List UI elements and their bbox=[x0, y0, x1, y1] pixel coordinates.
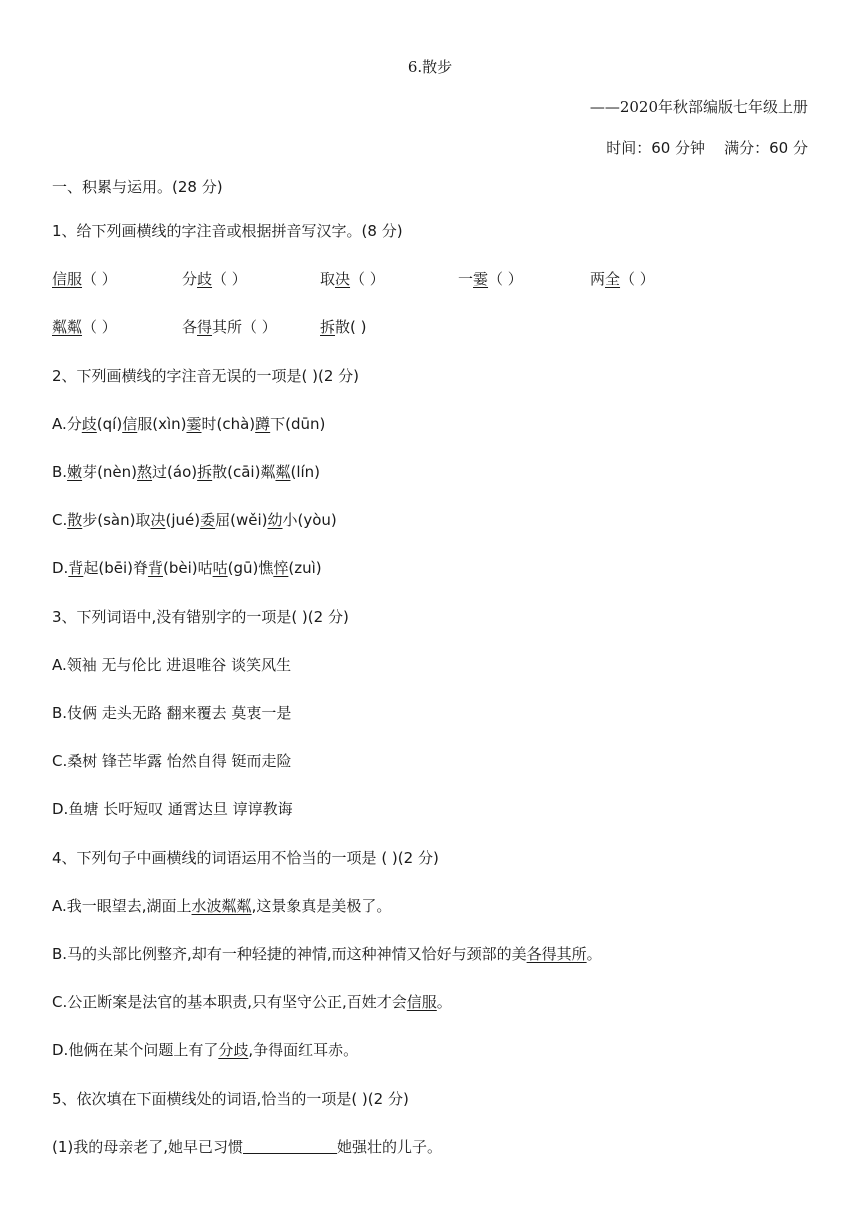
answer-paren: （ ） bbox=[82, 270, 117, 288]
q4-stem: 4、下列句子中画横线的词语运用不恰当的一项是 ( )(2 分) bbox=[52, 849, 439, 867]
q3-option-a: A.领袖 无与伦比 进退唯谷 谈笑风生 bbox=[52, 656, 292, 674]
underlined-text: 歧 bbox=[81, 415, 97, 433]
option-text: (qí) bbox=[96, 415, 123, 433]
q3-option-b: B.伎俩 走头无路 翻来覆去 莫衷一是 bbox=[52, 704, 292, 722]
answer-paren: （ ） bbox=[212, 270, 247, 288]
option-text: 过(áo) bbox=[152, 463, 198, 481]
q5-sentence-1-start: (1)我的母亲老了,她早已习惯 bbox=[52, 1138, 244, 1156]
underlined-text: 背 bbox=[147, 559, 163, 577]
underlined-char: 全 bbox=[605, 270, 621, 288]
option-text: 服(xìn) bbox=[137, 415, 187, 433]
q1-item bbox=[320, 317, 367, 337]
answer-paren: （ ） bbox=[82, 318, 117, 336]
option-text: 屈(wěi) bbox=[215, 511, 268, 529]
option-text: 芽(nèn) bbox=[82, 463, 138, 481]
option-text: 散(cāi)粼 bbox=[212, 463, 276, 481]
q5-sentence-1 bbox=[52, 1137, 442, 1157]
q1-item bbox=[52, 269, 117, 289]
underlined-text: 委 bbox=[200, 511, 216, 529]
q1-stem: 1、给下列画横线的字注音或根据拼音写汉字。(8 分) bbox=[52, 222, 403, 240]
underlined-char: 决 bbox=[335, 270, 351, 288]
underlined-text: 幼 bbox=[267, 511, 283, 529]
underlined-char: 信服 bbox=[52, 270, 83, 288]
q4-option-a bbox=[52, 896, 391, 916]
q1-item bbox=[590, 269, 655, 289]
q3-option-c: C.桑树 锋芒毕露 怡然自得 铤而走险 bbox=[52, 752, 292, 770]
underlined-text: 散 bbox=[67, 511, 83, 529]
underlined-text: 咕 bbox=[212, 559, 228, 577]
option-text: B. bbox=[52, 463, 68, 481]
underlined-char: 得 bbox=[197, 318, 213, 336]
q3-stem: 3、下列词语中,没有错别字的一项是( )(2 分) bbox=[52, 608, 349, 626]
page-title: 6.散步 bbox=[407, 58, 453, 76]
option-text: (jué) bbox=[165, 511, 201, 529]
option-text: 起(bēi)脊 bbox=[83, 559, 148, 577]
underlined-text: 蹲 bbox=[255, 415, 271, 433]
option-text: ,这景象真是美极了。 bbox=[251, 897, 392, 915]
section-heading: 一、积累与运用。(28 分) bbox=[52, 178, 223, 196]
option-text: D. bbox=[52, 559, 69, 577]
underlined-text: 决 bbox=[150, 511, 166, 529]
q2-option-b bbox=[52, 462, 320, 482]
item-text: 分 bbox=[182, 270, 198, 288]
option-text: C. bbox=[52, 511, 68, 529]
option-text: C.公正断案是法官的基本职责,只有坚守公正,百姓才会 bbox=[52, 993, 407, 1011]
item-text: 取 bbox=[320, 270, 336, 288]
option-text: ,争得面红耳赤。 bbox=[248, 1041, 359, 1059]
q4-option-b bbox=[52, 944, 602, 964]
answer-paren: 其所（ ） bbox=[212, 318, 277, 336]
underlined-text: 拆 bbox=[197, 463, 213, 481]
underlined-text: 水波粼粼 bbox=[191, 897, 252, 915]
time-info: 时间：60 分钟 bbox=[606, 139, 706, 157]
option-text: A.分 bbox=[52, 415, 82, 433]
option-text: D.他俩在某个问题上有了 bbox=[52, 1041, 219, 1059]
option-text: 步(sàn)取 bbox=[82, 511, 151, 529]
underlined-char: 粼粼 bbox=[52, 318, 83, 336]
underlined-char: 拆 bbox=[320, 318, 336, 336]
item-text: 各 bbox=[182, 318, 198, 336]
underlined-text: 信服 bbox=[406, 993, 437, 1011]
option-text: (lín) bbox=[290, 463, 321, 481]
underlined-char: 歧 bbox=[197, 270, 213, 288]
answer-paren: （ ） bbox=[488, 270, 523, 288]
q2-stem: 2、下列画横线的字注音无误的一项是( )(2 分) bbox=[52, 367, 360, 385]
q1-item bbox=[320, 269, 385, 289]
option-text: 。 bbox=[586, 945, 602, 963]
exam-info bbox=[606, 137, 808, 158]
q1-item bbox=[458, 269, 523, 289]
q2-option-c bbox=[52, 510, 337, 530]
q1-item bbox=[52, 317, 117, 337]
item-text: 一 bbox=[458, 270, 474, 288]
q1-item bbox=[182, 317, 277, 337]
q2-option-a bbox=[52, 414, 325, 434]
underlined-text: 嫩 bbox=[67, 463, 83, 481]
underlined-text: 各得其所 bbox=[526, 945, 587, 963]
underlined-text: 悴 bbox=[273, 559, 289, 577]
q5-stem: 5、依次填在下面横线处的词语,恰当的一项是( )(2 分) bbox=[52, 1090, 409, 1108]
underlined-text: 分歧 bbox=[218, 1041, 249, 1059]
answer-paren: （ ） bbox=[620, 270, 655, 288]
underlined-text: 背 bbox=[68, 559, 84, 577]
option-text: 小(yòu) bbox=[282, 511, 337, 529]
score-info: 满分：60 分 bbox=[724, 139, 808, 157]
option-text: 时(chà) bbox=[201, 415, 256, 433]
q1-item bbox=[182, 269, 247, 289]
option-text: (gū)憔 bbox=[227, 559, 274, 577]
option-text: B.马的头部比例整齐,却有一种轻捷的神情,而这种神情又恰好与颈部的美 bbox=[52, 945, 527, 963]
answer-paren: 散( ) bbox=[335, 318, 367, 336]
underlined-text: 霎 bbox=[186, 415, 202, 433]
option-text: A.我一眼望去,湖面上 bbox=[52, 897, 192, 915]
q4-option-d bbox=[52, 1040, 358, 1060]
subtitle: ——2020年秋部编版七年级上册 bbox=[589, 98, 808, 116]
underlined-text: 熬 bbox=[137, 463, 153, 481]
underlined-text: 信 bbox=[122, 415, 138, 433]
item-text: 两 bbox=[590, 270, 606, 288]
underlined-char: 霎 bbox=[473, 270, 489, 288]
option-text: 下(dūn) bbox=[270, 415, 326, 433]
fill-blank[interactable] bbox=[243, 1139, 337, 1154]
q4-option-c bbox=[52, 992, 452, 1012]
option-text: (bèi)咕 bbox=[162, 559, 213, 577]
answer-paren: （ ） bbox=[350, 270, 385, 288]
q2-option-d bbox=[52, 558, 322, 578]
underlined-text: 粼 bbox=[275, 463, 291, 481]
q3-option-d: D.鱼塘 长吁短叹 通霄达旦 谆谆教诲 bbox=[52, 800, 293, 818]
option-text: 。 bbox=[436, 993, 452, 1011]
q5-sentence-1-end: 她强壮的儿子。 bbox=[337, 1138, 443, 1156]
option-text: (zuì) bbox=[288, 559, 322, 577]
